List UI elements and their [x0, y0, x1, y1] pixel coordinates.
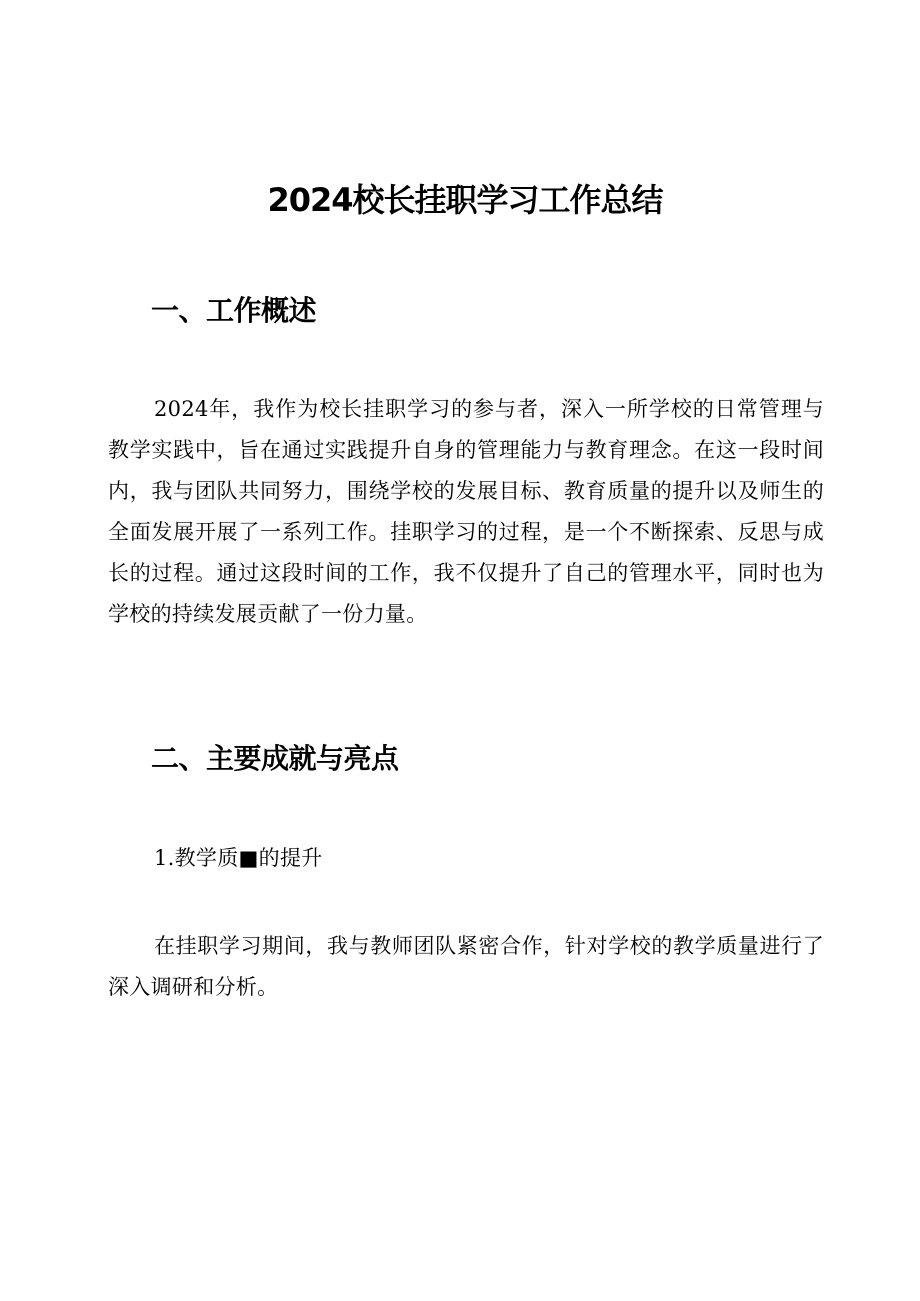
document-title: 2024校长挂职学习工作总结	[267, 181, 663, 219]
section-heading-overview: 一、工作概述	[151, 294, 317, 327]
teaching-quality-paragraph: 在挂职学习期间，我与教师团队紧密合作，针对学校的教学质量进行了深入调研和分析。	[108, 934, 824, 999]
subsection-heading-teaching-quality: 1.教学质■的提升	[154, 846, 323, 870]
overview-paragraph: 2024年，我作为校长挂职学习的参与者，深入一所学校的日常管理与教学实践中，旨在通过实践提升自身的管理能力与教育理念。在这一段时间内，我与团队共同努力，围绕学校的发展目标、教育质量的提升以及师生的全面发展开展了一系列工作。挂职学习的过程，是一个不断探索、反思与成长的过程。通过这段时间的工作，我不仅提升了自己的管理水平，同时也为学校的持续发展贡献了一份力量。	[108, 397, 824, 626]
section-heading-achievements: 二、主要成就与亮点	[151, 742, 399, 775]
